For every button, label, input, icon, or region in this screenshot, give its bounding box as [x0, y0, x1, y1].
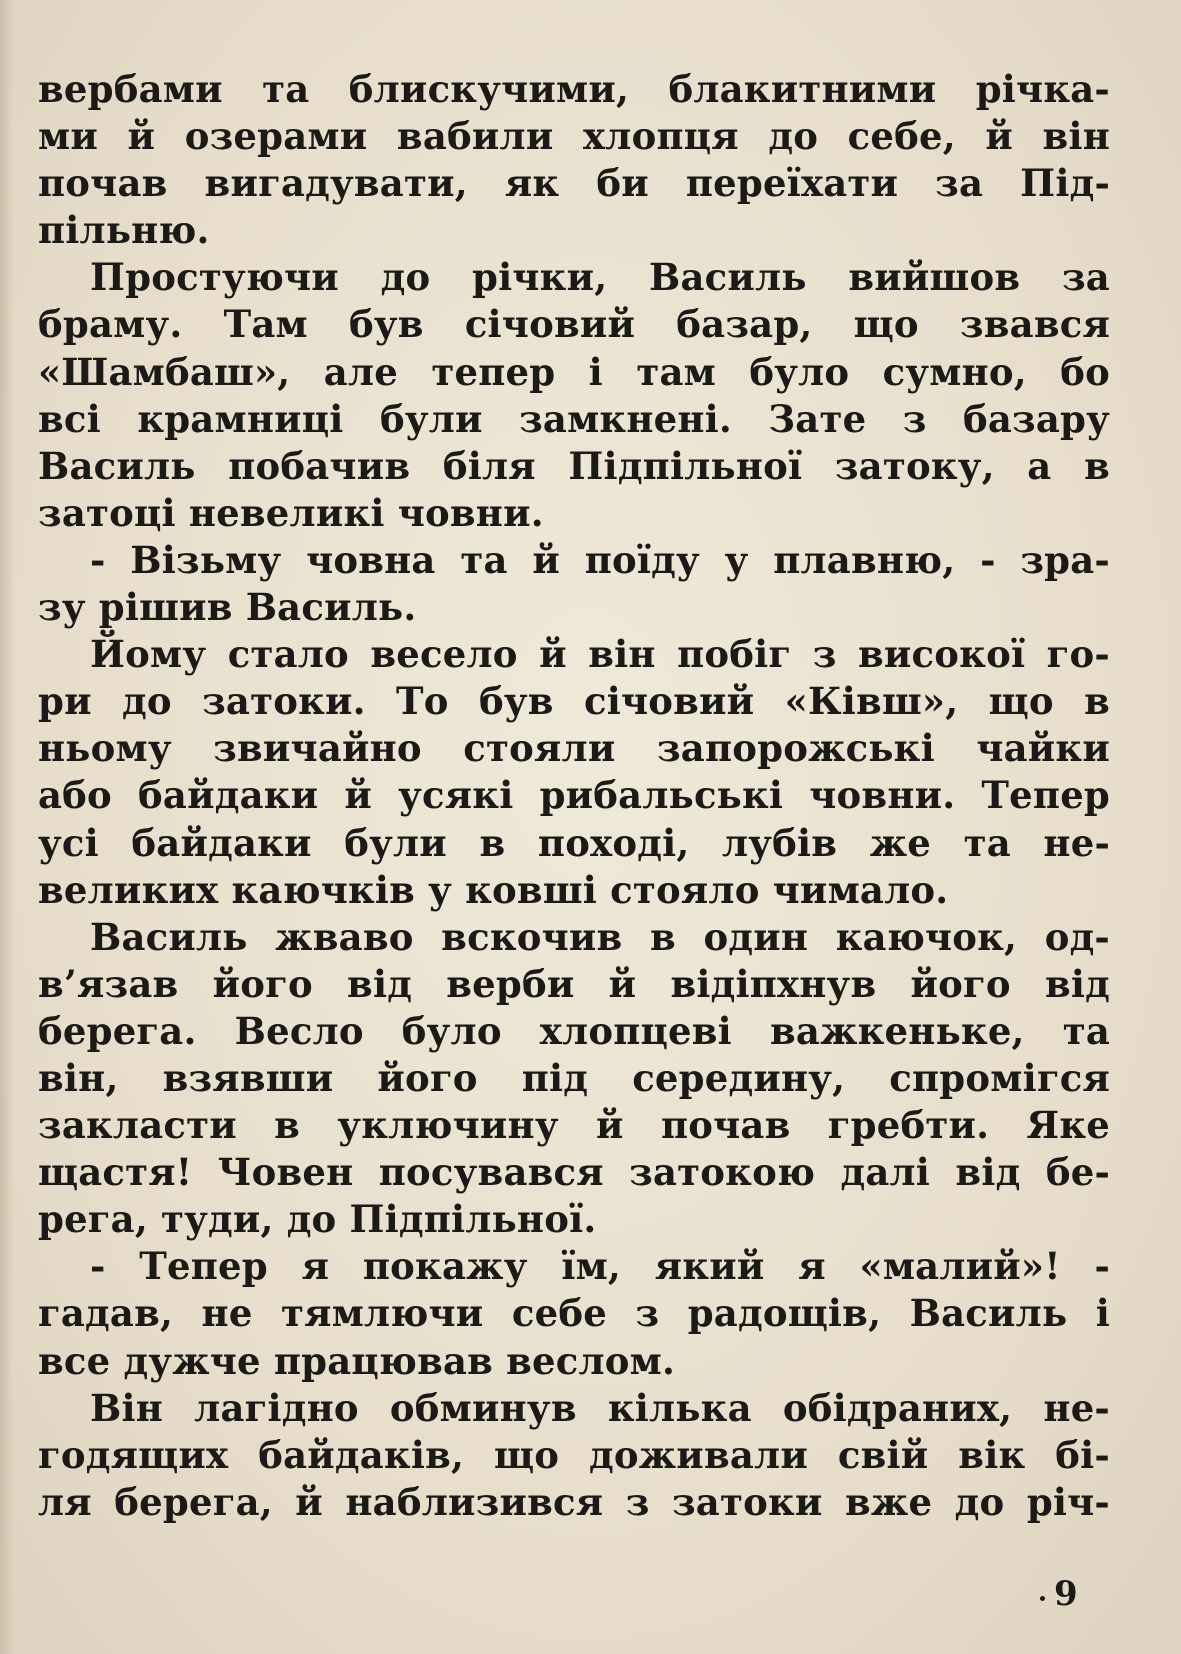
- text-line: рега, туди, до Підпільної.: [38, 1197, 597, 1242]
- text-line: годящих байдаків, що доживали свій вік бі-: [38, 1432, 1110, 1477]
- text-line: великих каючків у ковші стояло чимало.: [38, 867, 949, 912]
- text-line: затоці невеликі човни.: [38, 490, 544, 535]
- text-line: ри до затоки. То був січовий «Ківш», що в: [38, 679, 1110, 724]
- page-binding-edge: [0, 0, 14, 1654]
- text-line: ля берега, й наблизився з затоки вже до річ-: [38, 1479, 1110, 1524]
- text-line: ми й озерами вабили хлопця до себе, й він: [38, 114, 1110, 159]
- text-line: закласти в уключину й почав гребти. Яке: [38, 1103, 1110, 1148]
- text-line: вербами та блискучими, блакитними річка-: [38, 67, 1110, 111]
- text-line: пільню.: [38, 208, 210, 253]
- text-line: всі крамниці були замкнені. Зате з базару: [38, 396, 1110, 441]
- text-line: браму. Там був січовий базар, що звався: [38, 302, 1110, 347]
- text-line: Василь жваво вскочив в один каючок, од-: [90, 914, 1110, 959]
- text-line: зу рішив Василь.: [38, 585, 417, 630]
- text-line: усі байдаки були в поході, лубів же та не-: [38, 820, 1110, 865]
- body-text: [38, 66, 1110, 1526]
- text-line: Василь побачив біля Підпільної затоку, а в: [38, 443, 1110, 488]
- text-line: «Шамбаш», але тепер і там було сумно, бо: [38, 349, 1110, 394]
- page-number: 9: [1054, 1574, 1078, 1614]
- text-line: він, взявши його під середину, спромігся: [38, 1055, 1110, 1100]
- text-line: - Тепер я покажу їм, який я «малий»! -: [90, 1244, 1110, 1289]
- text-line: - Візьму човна та й поїду у плавню, - зра-: [90, 537, 1110, 582]
- text-line: Йому стало весело й він побіг з високої го-: [90, 632, 1110, 677]
- text-line: або байдаки й усякі рибальські човни. Тепер: [38, 773, 1110, 818]
- text-line: щастя! Човен посувався затокою далі від бе-: [38, 1150, 1110, 1195]
- text-line: все дужче працював веслом.: [38, 1338, 676, 1383]
- page-number-dot: [1040, 1596, 1045, 1601]
- text-line: в’язав його від верби й відіпхнув його від: [38, 961, 1110, 1006]
- text-line: берега. Весло було хлопцеві важкеньке, та: [38, 1008, 1110, 1053]
- text-line: ньому звичайно стояли запорожські чайки: [38, 726, 1110, 771]
- text-line: Простуючи до річки, Василь вийшов за: [90, 255, 1110, 300]
- text-line: Він лагідно обминув кілька обідраних, не-: [90, 1385, 1110, 1430]
- text-line: гадав, не тямлючи себе з радощів, Василь і: [38, 1291, 1110, 1336]
- text-line: почав вигадувати, як би переїхати за Під-: [38, 161, 1110, 206]
